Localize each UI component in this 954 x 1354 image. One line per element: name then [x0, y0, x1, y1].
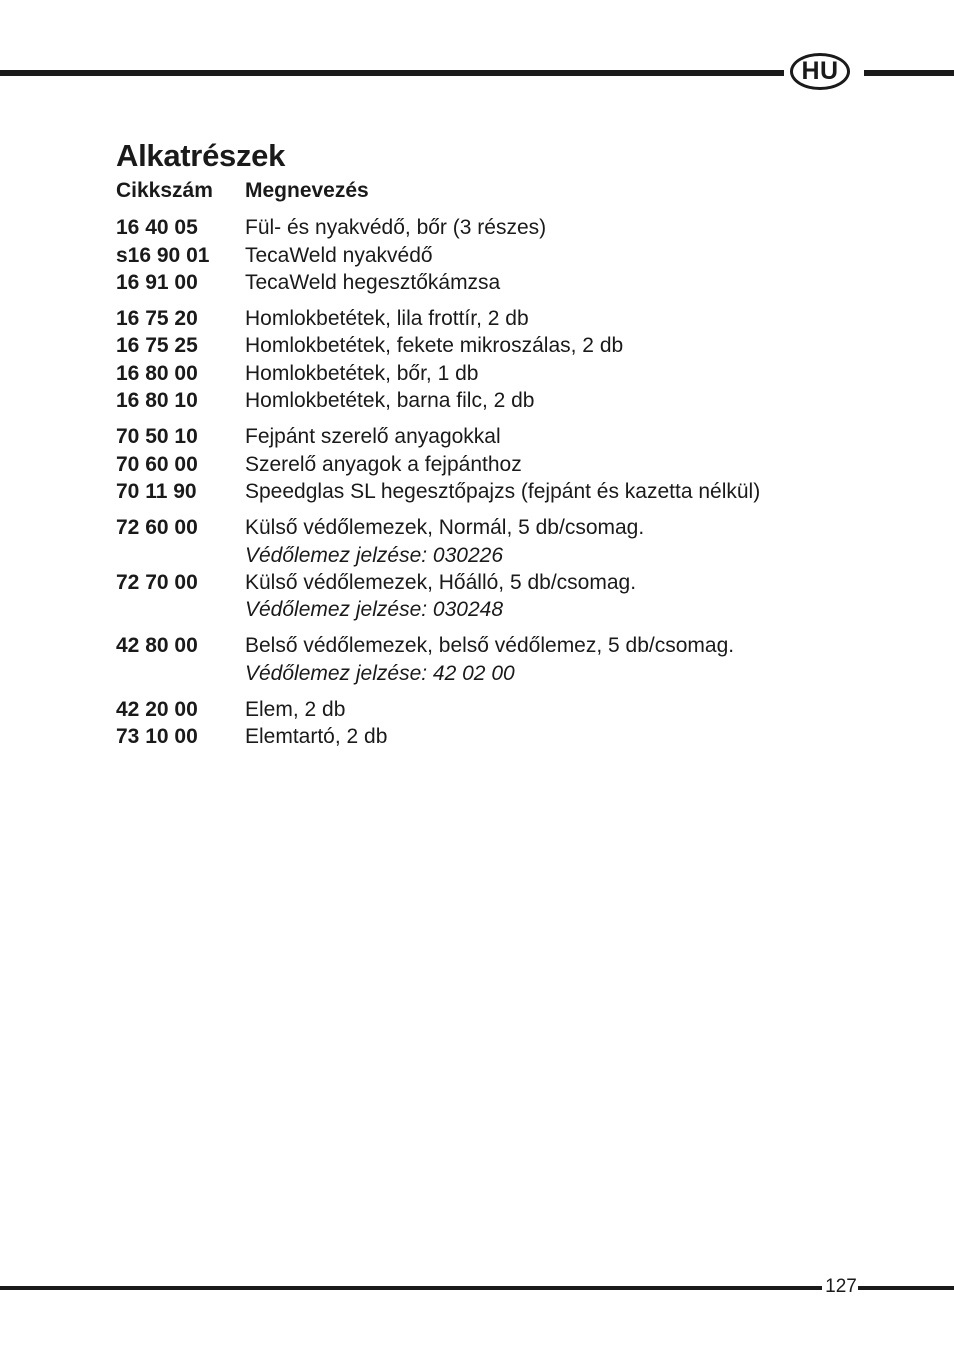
part-description: Fejpánt szerelő anyagokkal	[245, 425, 501, 449]
parts-group	[116, 514, 876, 623]
part-description: Homlokbetétek, bőr, 1 db	[245, 361, 479, 385]
page-title: Alkatrészek	[116, 138, 286, 173]
part-description: Homlokbetétek, fekete mikroszálas, 2 db	[245, 334, 624, 358]
parts-group	[116, 696, 876, 751]
part-number: s16 90 01	[116, 243, 210, 267]
top-rule	[0, 70, 784, 76]
part-description-cell	[245, 514, 876, 569]
part-description-cell	[245, 478, 876, 505]
page-number: 127	[825, 1276, 857, 1297]
table-header	[116, 177, 876, 204]
part-number: 42 80 00	[116, 634, 198, 658]
table-row	[116, 214, 876, 241]
part-note: Védőlemez jelzése: 030226	[245, 543, 504, 567]
part-description: Szerelő anyagok a fejpánthoz	[245, 452, 522, 476]
part-number: 70 11 90	[116, 479, 197, 503]
part-description: TecaWeld nyakvédő	[245, 243, 433, 267]
part-description: Belső védőlemezek, belső védőlemez, 5 db/csomag.	[245, 634, 735, 658]
part-number: 16 91 00	[116, 270, 198, 294]
parts-group	[116, 305, 876, 414]
part-description-cell	[245, 242, 876, 269]
part-description-cell	[245, 305, 876, 332]
part-description: Fül- és nyakvédő, bőr (3 részes)	[245, 216, 547, 240]
part-description-cell	[245, 332, 876, 359]
table-row	[116, 514, 876, 569]
part-number: 72 60 00	[116, 516, 198, 540]
part-note: Védőlemez jelzése: 42 02 00	[245, 661, 515, 685]
part-number: 16 75 25	[116, 334, 198, 358]
part-description: Külső védőlemezek, Normál, 5 db/csomag.	[245, 516, 645, 540]
column-header-description: Megnevezés	[245, 179, 369, 202]
part-description: Külső védőlemezek, Hőálló, 5 db/csomag.	[245, 570, 637, 594]
part-number: 16 80 00	[116, 361, 198, 385]
part-description: Speedglas SL hegesztőpajzs (fejpánt és kazetta nélkül)	[245, 479, 761, 503]
part-description-cell	[245, 423, 876, 450]
table-row	[116, 569, 876, 624]
part-description: TecaWeld hegesztőkámzsa	[245, 270, 501, 294]
part-description-cell	[245, 723, 876, 750]
table-row	[116, 632, 876, 687]
part-description: Homlokbetétek, barna filc, 2 db	[245, 389, 535, 413]
part-number: 70 60 00	[116, 452, 198, 476]
table-row	[116, 242, 876, 269]
part-description-cell	[245, 360, 876, 387]
parts-group	[116, 632, 876, 687]
parts-table	[116, 177, 876, 760]
parts-groups	[116, 214, 876, 750]
column-header-code: Cikkszám	[116, 179, 213, 202]
part-description: Elem, 2 db	[245, 698, 346, 722]
part-description-cell	[245, 696, 876, 723]
part-description-cell	[245, 214, 876, 241]
part-number: 16 75 20	[116, 307, 198, 331]
table-row	[116, 360, 876, 387]
part-description: Elemtartó, 2 db	[245, 725, 388, 749]
table-row	[116, 478, 876, 505]
parts-group	[116, 423, 876, 505]
part-number: 42 20 00	[116, 698, 198, 722]
table-row	[116, 269, 876, 296]
table-row	[116, 451, 876, 478]
table-row	[116, 332, 876, 359]
part-number: 70 50 10	[116, 425, 198, 449]
part-number: 72 70 00	[116, 570, 198, 594]
part-description-cell	[245, 569, 876, 624]
table-row	[116, 723, 876, 750]
table-row	[116, 423, 876, 450]
table-row	[116, 387, 876, 414]
part-description-cell	[245, 632, 876, 687]
part-description-cell	[245, 387, 876, 414]
part-number: 16 40 05	[116, 216, 198, 240]
bottom-rule	[0, 1286, 822, 1290]
parts-group	[116, 214, 876, 296]
part-number: 73 10 00	[116, 725, 198, 749]
part-description-cell	[245, 269, 876, 296]
part-note: Védőlemez jelzése: 030248	[245, 598, 504, 622]
bottom-rule-right	[858, 1286, 954, 1290]
part-description: Homlokbetétek, lila frottír, 2 db	[245, 307, 529, 331]
table-row	[116, 305, 876, 332]
part-number: 16 80 10	[116, 389, 198, 413]
part-description-cell	[245, 451, 876, 478]
language-badge: HU	[790, 53, 850, 90]
top-rule-right	[864, 70, 954, 76]
table-row	[116, 696, 876, 723]
